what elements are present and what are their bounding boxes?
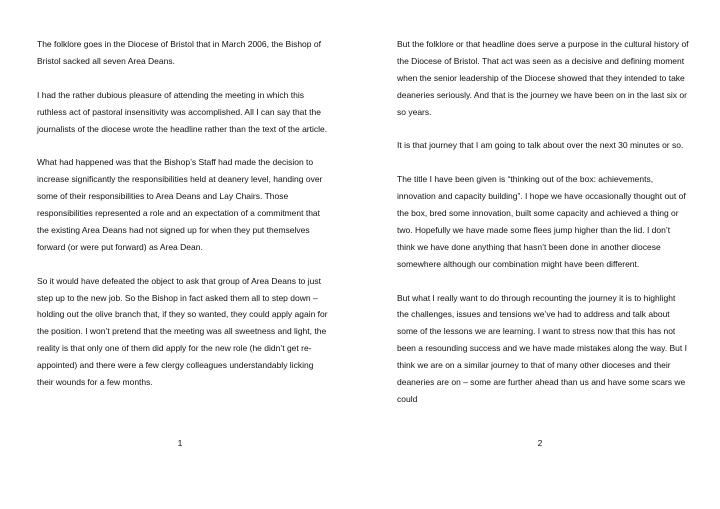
paragraph-spacer: [37, 256, 331, 273]
paragraph-spacer: [397, 273, 689, 290]
paragraph-spacer: [397, 154, 689, 171]
paragraph: I had the rather dubious pleasure of attending the meeting in which this ruthless act of pastoral insensitivity was accomplished. All I can say that the journalists of the diocese wrote the headline rather than the text of the article.: [37, 89, 328, 134]
paragraph: The folklore goes in the Diocese of Bristol that in March 2006, the Bishop of Bristol sacked all seven Area Deans.: [37, 39, 321, 66]
paragraph: But what I really want to do through recounting the journey it is to highlight the challenges, issues and tensions we’ve had to address and talk about some of the lessons we are learning. I want to stress now that this has not been a resounding success and we have made mistakes along the way. But I think we are on a similar journey to that of many other dioceses and their deaneries are on – some are further ahead than us and have some scars we could: [397, 292, 687, 404]
page-2-text-column: [397, 36, 689, 408]
paragraph: But the folklore or that headline does serve a purpose in the cultural history of the Diocese of Bristol. That act was seen as a decisive and defining moment when the senior leadership of the Diocese showed that they intended to take deaneries seriously. And that is the journey we have been on in the last six or so years.: [397, 39, 689, 117]
page-number: 2: [537, 438, 543, 448]
paragraph-spacer: [37, 70, 331, 87]
page-1-text-column: [37, 36, 331, 391]
paragraph: What had happened was that the Bishop’s Staff had made the decision to increase significantly the responsibilities held at deanery level, handing over some of their responsibilities to Area Deans and Lay Chairs. Those responsibilities represented a role and an expectation of a commitment that the existing Area Deans had not signed up for when they put themselves forward (or were put forward) as Area Dean.: [37, 157, 323, 252]
paragraph-spacer: [397, 121, 689, 138]
page-number: 1: [177, 438, 183, 448]
paragraph-spacer: [37, 137, 331, 154]
paragraph: It is that journey that I am going to talk about over the next 30 minutes or so.: [397, 140, 684, 151]
paragraph: The title I have been given is “thinking out of the box: achievements, innovation and capacity building”. I hope we have occasionally thought out of the box, bred some innovation, built some capacity and achieved a thing or two. Hopefully we have made some flees jump higher than the lid. I don’t think we have done anything that hasn’t been done in another diocese somewhere although our combination might have been different.: [397, 174, 686, 269]
paragraph: So it would have defeated the object to ask that group of Area Deans to just step up to the new job. So the Bishop in fact asked them all to step down – holding out the olive branch that, if they so wanted, they could apply again for the position. I won’t pretend that the meeting was all sweetness and light, the reality is that only one of them did apply for the new role (he didn’t get re-appointed) and there were a few clergy colleagues understandably licking their wounds for a few months.: [37, 275, 328, 388]
